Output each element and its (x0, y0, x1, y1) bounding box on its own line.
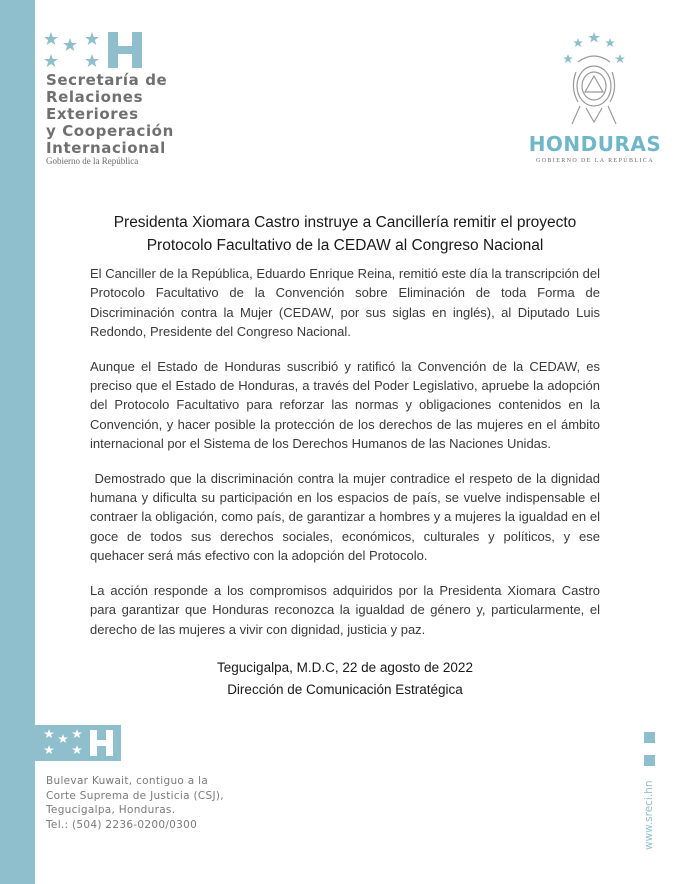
decor-square (644, 755, 655, 766)
title-line: Presidenta Xiomara Castro instruye a Cancillería remitir el proyecto (113, 214, 577, 231)
left-accent-bar (0, 0, 35, 884)
coat-of-arms-icon (556, 32, 632, 132)
gobierno-small-label: Gobierno de la República (46, 156, 139, 166)
institution-line: Relaciones (46, 88, 144, 106)
place-date: Tegucigalpa, M.D.C, 22 de agosto de 2022 (217, 660, 473, 675)
country-subtitle: GOBIERNO DE LA REPÚBLICA (535, 158, 655, 164)
department-name: Dirección de Comunicación Estratégica (227, 682, 463, 697)
paragraph: Demostrado que la discriminación contra la mujer contradice el respeto de la dignidad humana y dificulta su participación en los espacios de país, se vuelve indispensable el contraer la obligación, como país, de garantizar a hombres y a mujeres la igualdad en el goce de todos sus derechos sociales, económicos, culturales y políticos, y ese quehacer será más efectivo con la adopción del Protocolo. (90, 470, 604, 564)
country-wordmark: HONDURAS (528, 132, 662, 156)
address-line: Bulevar Kuwait, contiguo a la (46, 775, 209, 787)
signature-block (90, 657, 600, 701)
footer-emblem (35, 725, 121, 761)
institution-line: Internacional (46, 139, 166, 157)
paragraph: Aunque el Estado de Honduras suscribió y ratificó la Convención de la CEDAW, es preciso que el Estado de Honduras, a través del Poder Legislativo, apruebe la adopción del Protocolo Facultativo para reforzar las normas y obligaciones contenidos en la Convención, y hacer posible la protección de los derechos de las mujeres en el ámbito internacional por el Sistema de los Derechos Humanos de las Naciones Unidas. (90, 358, 604, 452)
institution-name (46, 72, 216, 157)
institution-line: Secretaría de (46, 71, 168, 89)
website-url[interactable]: www.sreci.hn (643, 780, 655, 850)
press-release-title (90, 211, 600, 257)
address-line: Corte Suprema de Justicia (CSJ), (46, 789, 224, 802)
decor-square (644, 732, 655, 743)
address-line: Tel.: (504) 2236-0200/0300 (46, 818, 198, 831)
paragraph: La acción responde a los compromisos adquiridos por la Presidenta Xiomara Castro para garantizar que Honduras reconozca la igualdad de género y, particularmente, el derecho de las mujeres a vivir con dignidad, justicia y paz. (90, 582, 600, 637)
address-line: Tegucigalpa, Honduras. (46, 804, 176, 816)
institution-line: y Cooperación (46, 122, 174, 140)
press-release-body (90, 264, 604, 654)
footer-address (46, 774, 224, 832)
stars-h-emblem-icon (44, 32, 154, 72)
institution-line: Exteriores (46, 105, 139, 123)
title-line: Protocolo Facultativo de la CEDAW al Congreso Nacional (146, 237, 544, 254)
stars-h-emblem-icon (35, 725, 121, 761)
paragraph: El Canciller de la República, Eduardo Enrique Reina, remitió este día la transcripción del Protocolo Facultativo de la Convención sobre Eliminación de toda Forma de Discriminación contra la Mujer (CEDAW, por sus siglas en inglés), al Diputado Luis Redondo, Presidente del Congreso Nacional. (90, 266, 600, 340)
